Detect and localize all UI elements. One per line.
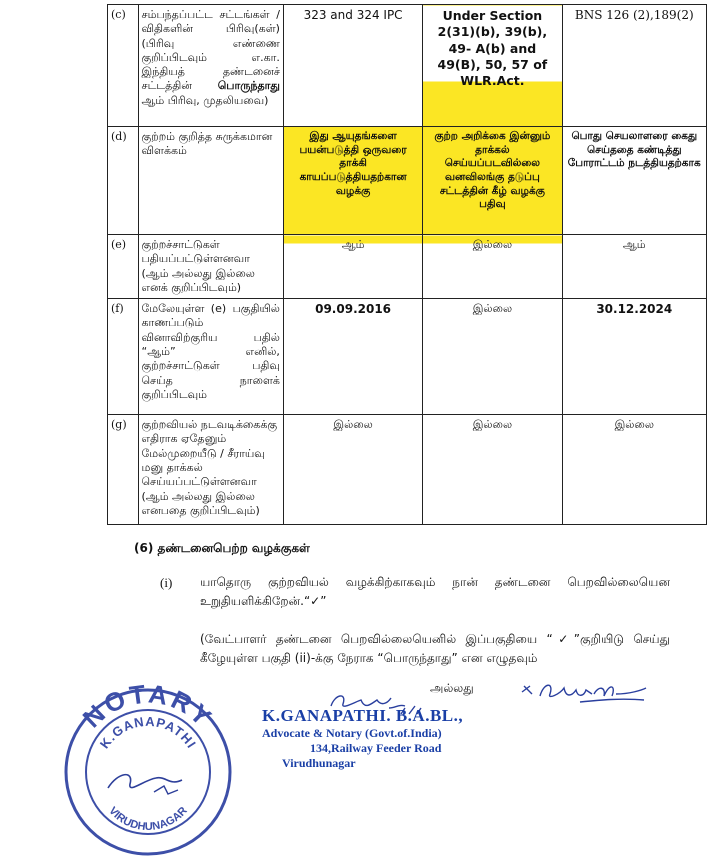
case3-cell bbox=[562, 299, 706, 415]
case2-cell bbox=[423, 415, 562, 525]
case1-value: இது ஆயுதங்களை பயன்படுத்தி ஒருவரை தாக்கி காயப்படுத்தியதற்கான வழக்கு bbox=[299, 130, 407, 197]
case3-value: பொது செயலாளரை கைது செய்ததை கண்டித்து போராட்டம் நடத்தியதற்காக bbox=[567, 130, 701, 170]
advocate-address: 134,Railway Feeder Road bbox=[310, 741, 442, 755]
table-row bbox=[108, 127, 707, 235]
advocate-title: Advocate & Notary (Govt.of.India) bbox=[262, 726, 442, 740]
case1-value: 323 and 324 IPC bbox=[303, 8, 403, 22]
case2-cell bbox=[423, 299, 562, 415]
case2-value: Under Section 2(31)(b), 39(b), 49- A(b) and 49(B), 50, 57 of WLR.Act. bbox=[437, 8, 548, 88]
row-question: குற்றவியல் நடவடிக்கைக்கு எதிராக ஏதேனும் மேல்முறையீடு / சீராய்வு மனு தாக்கல் செய்யப்பட்டுள்ளனவா (ஆம் அல்லது இல்லை எனபதை குறிப்பிடவும்) bbox=[138, 415, 283, 525]
case2-value: குற்ற அறிக்கை இன்னும் தாக்கல் செய்யப்படவில்லை வனவிலங்கு தடுப்பு சட்டத்தின் கீழ் வழக்கு பதிவு bbox=[434, 130, 551, 211]
case3-cell bbox=[562, 235, 706, 299]
advocate-name: K.GANAPATHI. B.A.BL., bbox=[262, 706, 464, 725]
note-text: (வேட்பாளர் தண்டனை பெறவில்லையெனில் இப்பகுதியை “✓”குறியிடு செய்து கீழேயுள்ள பகுதி (ii)-க்கு நேராக “பொருந்தாது” என எழுதவும் bbox=[200, 632, 670, 666]
case1-value: ஆம் bbox=[341, 238, 365, 251]
question-bold-text: பொருந்தாது bbox=[217, 79, 280, 93]
case3-value: ஆம் bbox=[622, 238, 646, 251]
case3-value: 30.12.2024 bbox=[596, 302, 673, 317]
case2-value: இல்லை bbox=[472, 302, 513, 316]
row-question: குற்றம் குறித்த சுருக்கமான விளக்கம் bbox=[138, 127, 283, 235]
case1-cell bbox=[283, 415, 422, 525]
candidate-signature bbox=[520, 672, 650, 712]
case1-cell bbox=[283, 5, 422, 127]
case3-cell bbox=[562, 127, 706, 235]
row-label: (g) bbox=[108, 415, 139, 525]
seal-top-text: NOTARY bbox=[76, 678, 220, 734]
row-label: (c) bbox=[108, 5, 139, 127]
table-row bbox=[108, 415, 707, 525]
section-heading: (6) தண்டனைபெற்ற வழக்குகள் bbox=[134, 541, 310, 555]
row-question bbox=[138, 5, 283, 127]
table-row bbox=[108, 235, 707, 299]
case2-cell bbox=[423, 5, 562, 127]
affidavit-criminal-cases-table bbox=[107, 4, 707, 525]
case3-value: BNS 126 (2),189(2) bbox=[574, 8, 694, 22]
case1-cell bbox=[283, 127, 422, 235]
case3-cell bbox=[562, 415, 706, 525]
table-row bbox=[108, 5, 707, 127]
declaration-text: யாதொரு குற்றவியல் வழக்கிற்காகவும் நான் தண்டனை பெறவில்லையென உறுதியளிக்கிறேன்.“✓” bbox=[200, 575, 670, 609]
case2-value: இல்லை bbox=[472, 238, 513, 251]
row-question: மேலேயுள்ள (e) பகுதியில் காணப்படும் வினாவிற்குரிய பதில் “ஆம்” எனில், குற்றச்சாட்டுகள் பதிவு செய்த நாளைக் குறிப்பிடவும் bbox=[138, 299, 283, 415]
case1-value: இல்லை bbox=[333, 418, 373, 432]
row-label: (e) bbox=[108, 235, 139, 299]
case3-value: இல்லை bbox=[614, 418, 654, 432]
seal-name-text: K.GANAPATHI bbox=[96, 713, 200, 752]
row-label: (f) bbox=[108, 299, 139, 415]
case2-cell bbox=[423, 235, 562, 299]
or-text: அல்லது bbox=[430, 681, 474, 695]
advocate-city: Virudhunagar bbox=[282, 756, 356, 770]
table-row bbox=[108, 299, 707, 415]
advocate-stamp bbox=[262, 706, 463, 771]
case2-value: இல்லை bbox=[472, 418, 513, 432]
case1-cell bbox=[283, 299, 422, 415]
case2-cell bbox=[423, 127, 562, 235]
case3-cell bbox=[562, 5, 706, 127]
case1-value: 09.09.2016 bbox=[315, 302, 392, 317]
row-question: குற்றச்சாட்டுகள் பதியப்பட்டுள்ளனவா (ஆம் அல்லது இல்லை எனக் குறிப்பிடவும்) bbox=[138, 235, 283, 299]
notary-seal bbox=[58, 676, 238, 856]
case1-cell bbox=[283, 235, 422, 299]
row-label: (d) bbox=[108, 127, 139, 235]
seal-place-text: VIRUDHUNAGAR bbox=[106, 804, 190, 834]
question-tail-text: ஆம் பிரிவு, முதலியவை) bbox=[141, 93, 269, 107]
question-text: சம்பந்தப்பட்ட சட்டங்கள் / விதிகளின் பிரிவு(கள்) (பிரிவு எண்ணை குறிப்பிடவும் எ.கா. இந்தியத் தண்டனைச் சட்டத்தின் bbox=[141, 8, 280, 93]
item-number: (i) bbox=[160, 575, 173, 590]
